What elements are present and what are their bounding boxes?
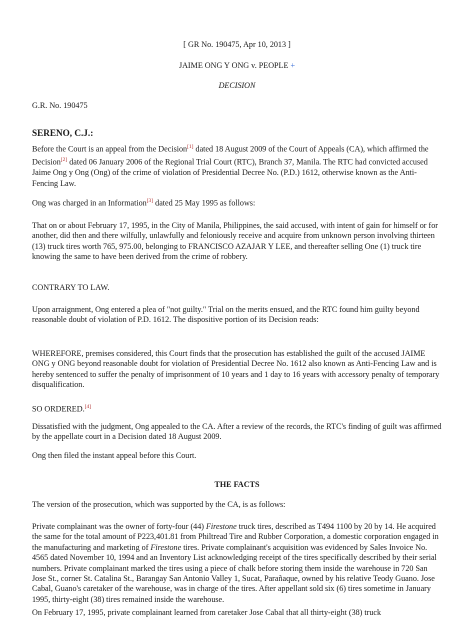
para-text: dated 25 May 1995 as follows:	[153, 198, 256, 208]
para-text: truck tires, described as T494 1100 by 20 by 14. He acquired the same for the total amount of P223,401.81 from Philtread Tire and Rubber Corporation, a domestic corporation engaged in the manufacturing and marketing of	[32, 522, 439, 552]
section-heading-facts: THE FACTS	[214, 480, 260, 489]
footnote-link-3[interactable]: [3]	[146, 198, 154, 204]
decision-label: DECISION	[218, 81, 256, 90]
footnote-link-1[interactable]: [1]	[187, 144, 194, 150]
case-title-line	[32, 61, 442, 71]
para-text: Ong was charged in an Information	[32, 198, 147, 208]
paragraph-arraignment: Upon arraignment, Ong entered a plea of "not guilty." Trial on the merits ensued, and the RTC found him guilty beyond reasonable doubt of violation of P.D. 1612. The dispositive portion of its Decision reads:	[32, 305, 420, 325]
paragraph-instant-appeal: Ong then filed the instant appeal before this Court.	[32, 451, 197, 460]
case-citation: [ GR No. 190475, Apr 10, 2013 ]	[183, 40, 291, 49]
ponente: SERENO, C.J.:	[32, 128, 94, 138]
para-text: dated 06 January 2006 of the Regional Trial Court (RTC), Branch 37, Manila. The RTC had convicted accused Jaime Ong y Ong (Ong) of the crime of violation of Presidential Decree No. (P.D.) 1612, otherwise known as the Anti-Fencing Law.	[32, 157, 428, 188]
para-text: SO ORDERED.	[32, 404, 85, 414]
para-text: tires. Private complainant's acquisition was evidenced by Sales Invoice No. 4565 dated November 10, 1994 and an Inventory List acknowledging receipt of the tires specifically described by their serial numbers. Private complainant marked the tires using a piece of chalk before storing them inside the warehouse in 720 San Jose St., corner St. Catalina St., Barangay San Antonio Valley 1, Sucat, Parañaque, owned by his relative Teody Guano. Jose Cabal, Guano's caretaker of the warehouse, was in charge of the tires. After appellant sold six (6) tires sometime in January 1995, thirty-eight (38) tires remained inside the warehouse.	[32, 542, 437, 604]
para-text-italic: Firestone	[150, 542, 182, 552]
paragraph-so-ordered	[32, 402, 442, 415]
gr-number: G.R. No. 190475	[32, 101, 88, 110]
paragraph-charge: That on or about February 17, 1995, in the City of Manila, Philippines, the said accused, with intent of gain for himself or for another, did then and there wilfully, unlawfully and feloniously receive and acquire from unknown person involving thirteen (13) truck tires worth 765, 975.00, belonging to FRANCISCO AZAJAR Y LEE, and thereafter selling One (1) truck tire knowing the same to have been derived from the crime of robbery.	[32, 221, 438, 262]
expand-plus-link[interactable]: +	[290, 61, 296, 70]
paragraph-february-17: On February 17, 1995, private complainant learned from caretaker Jose Cabal that all thirty-eight (38) truck	[32, 608, 382, 617]
para-text-italic: Firestone	[205, 522, 237, 531]
paragraph-wherefore: WHEREFORE, premises considered, this Court finds that the prosecution has established the guilt of the accused JAIME ONG y ONG beyond reasonable doubt for violation of Presidential Decree No. 1612 also known as Anti-Fencing Law and is hereby sentenced to suffer the penalty of imprisonment of 10 years and 1 day to 16 years with accessory penalty of temporary disqualification.	[32, 349, 440, 390]
footnote-link-2[interactable]: [2]	[60, 157, 68, 164]
para-text: Before the Court is an appeal from the Decision	[32, 144, 188, 154]
paragraph-appeal-ca: Dissatisfied with the judgment, Ong appealed to the CA. After a review of the records, the RTC's finding of guilt was affirmed by the appellate court in a Decision dated 18 August 2009.	[32, 422, 442, 442]
para-text: dated 18 August 2009 of the Court of Appeals (CA), which affirmed the Decision	[32, 144, 429, 167]
paragraph-contrary: CONTRARY TO LAW.	[32, 283, 110, 292]
para-text: Private complainant was the owner of forty-four (44)	[32, 522, 206, 531]
footnote-link-4[interactable]: [4]	[84, 404, 92, 410]
paragraph-intro	[32, 142, 442, 189]
paragraph-information	[32, 196, 442, 209]
paragraph-prosecution-version: The version of the prosecution, which was supported by the CA, is as follows:	[32, 500, 286, 509]
paragraph-private-complainant	[32, 522, 442, 605]
case-title: JAIME ONG Y ONG v. PEOPLE	[178, 61, 289, 70]
